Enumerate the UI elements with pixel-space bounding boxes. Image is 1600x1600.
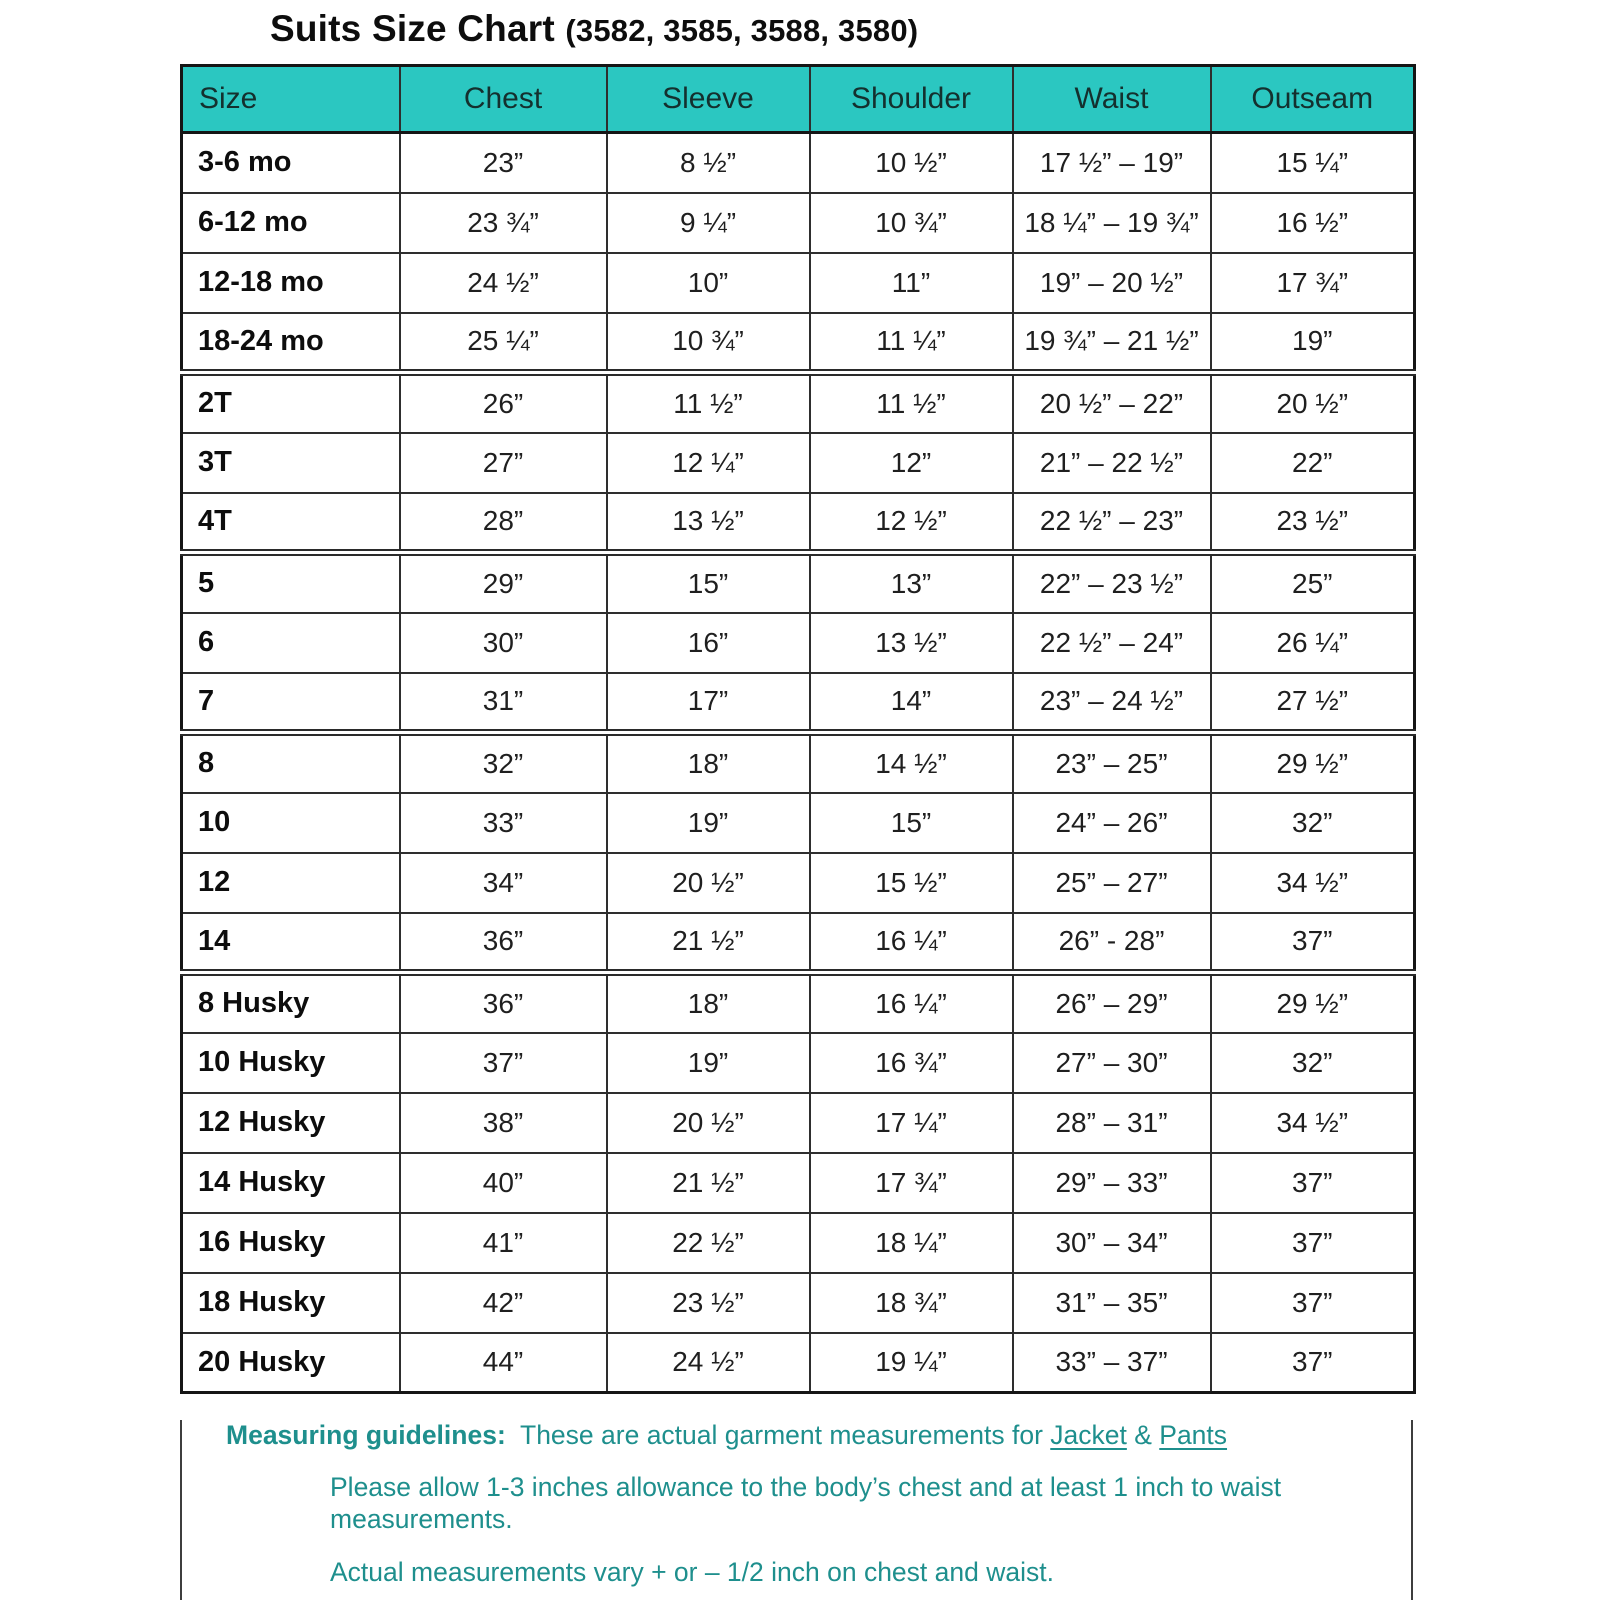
cell-sleeve: 20 ½” <box>607 1093 810 1153</box>
cell-waist: 24” – 26” <box>1013 793 1211 853</box>
cell-chest: 23” <box>400 133 607 193</box>
cell-sleeve: 8 ½” <box>607 133 810 193</box>
cell-outseam: 37” <box>1211 1213 1415 1273</box>
cell-shoulder: 15” <box>810 793 1013 853</box>
cell-outseam: 29 ½” <box>1211 973 1415 1033</box>
row-size-label: 10 <box>182 793 400 853</box>
table-row <box>182 1333 1415 1393</box>
cell-outseam: 37” <box>1211 913 1415 973</box>
row-size-label: 18-24 mo <box>182 313 400 373</box>
cell-outseam: 34 ½” <box>1211 853 1415 913</box>
cell-waist: 20 ½” – 22” <box>1013 373 1211 433</box>
guideline-line-1 <box>226 1420 1401 1452</box>
table-row <box>182 913 1415 973</box>
ampersand-text: & <box>1126 1420 1160 1450</box>
cell-sleeve: 17” <box>607 673 810 733</box>
cell-sleeve: 24 ½” <box>607 1333 810 1393</box>
cell-outseam: 27 ½” <box>1211 673 1415 733</box>
row-size-label: 6-12 mo <box>182 193 400 253</box>
table-row <box>182 613 1415 673</box>
row-size-label: 18 Husky <box>182 1273 400 1333</box>
cell-waist: 26” – 29” <box>1013 973 1211 1033</box>
page-title-style-numbers: (3582, 3585, 3588, 3580) <box>565 13 919 48</box>
cell-waist: 22” – 23 ½” <box>1013 553 1211 613</box>
row-size-label: 14 <box>182 913 400 973</box>
guidelines-label: Measuring guidelines: <box>226 1420 506 1450</box>
row-size-label: 12 Husky <box>182 1093 400 1153</box>
cell-shoulder: 14 ½” <box>810 733 1013 793</box>
cell-shoulder: 11 ½” <box>810 373 1013 433</box>
cell-shoulder: 14” <box>810 673 1013 733</box>
table-row <box>182 853 1415 913</box>
cell-shoulder: 16 ¾” <box>810 1033 1013 1093</box>
cell-outseam: 26 ¼” <box>1211 613 1415 673</box>
header-row <box>182 66 1415 133</box>
cell-outseam: 32” <box>1211 793 1415 853</box>
cell-waist: 29” – 33” <box>1013 1153 1211 1213</box>
cell-shoulder: 11 ¼” <box>810 313 1013 373</box>
row-size-label: 3T <box>182 433 400 493</box>
cell-sleeve: 10” <box>607 253 810 313</box>
row-size-label: 12-18 mo <box>182 253 400 313</box>
cell-waist: 18 ¼” – 19 ¾” <box>1013 193 1211 253</box>
cell-sleeve: 20 ½” <box>607 853 810 913</box>
cell-shoulder: 11” <box>810 253 1013 313</box>
cell-shoulder: 18 ¾” <box>810 1273 1013 1333</box>
cell-shoulder: 17 ¾” <box>810 1153 1013 1213</box>
page-title-main: Suits Size Chart <box>270 8 555 49</box>
table-row <box>182 1273 1415 1333</box>
cell-waist: 19 ¾” – 21 ½” <box>1013 313 1211 373</box>
column-header-size: Size <box>182 66 400 133</box>
cell-chest: 27” <box>400 433 607 493</box>
cell-chest: 33” <box>400 793 607 853</box>
cell-waist: 26” - 28” <box>1013 913 1211 973</box>
cell-waist: 22 ½” – 24” <box>1013 613 1211 673</box>
cell-outseam: 32” <box>1211 1033 1415 1093</box>
jacket-link[interactable]: Jacket <box>1050 1420 1127 1450</box>
cell-outseam: 25” <box>1211 553 1415 613</box>
cell-chest: 44” <box>400 1333 607 1393</box>
cell-chest: 36” <box>400 973 607 1033</box>
table-body <box>182 133 1415 1393</box>
row-size-label: 8 <box>182 733 400 793</box>
column-header-sleeve: Sleeve <box>607 66 810 133</box>
row-size-label: 5 <box>182 553 400 613</box>
table-row <box>182 193 1415 253</box>
cell-chest: 26” <box>400 373 607 433</box>
cell-sleeve: 15” <box>607 553 810 613</box>
cell-shoulder: 13 ½” <box>810 613 1013 673</box>
size-chart-table <box>180 64 1416 1394</box>
table-header <box>182 66 1415 133</box>
cell-sleeve: 19” <box>607 793 810 853</box>
cell-shoulder: 19 ¼” <box>810 1333 1013 1393</box>
cell-chest: 23 ¾” <box>400 193 607 253</box>
cell-sleeve: 10 ¾” <box>607 313 810 373</box>
row-size-label: 10 Husky <box>182 1033 400 1093</box>
row-size-label: 16 Husky <box>182 1213 400 1273</box>
cell-waist: 19” – 20 ½” <box>1013 253 1211 313</box>
table-row <box>182 373 1415 433</box>
cell-outseam: 16 ½” <box>1211 193 1415 253</box>
cell-waist: 31” – 35” <box>1013 1273 1211 1333</box>
table-row <box>182 793 1415 853</box>
cell-shoulder: 10 ¾” <box>810 193 1013 253</box>
cell-outseam: 29 ½” <box>1211 733 1415 793</box>
cell-chest: 24 ½” <box>400 253 607 313</box>
cell-chest: 36” <box>400 913 607 973</box>
row-size-label: 3-6 mo <box>182 133 400 193</box>
cell-sleeve: 18” <box>607 733 810 793</box>
row-size-label: 7 <box>182 673 400 733</box>
cell-chest: 29” <box>400 553 607 613</box>
column-header-shoulder: Shoulder <box>810 66 1013 133</box>
column-header-outseam: Outseam <box>1211 66 1415 133</box>
cell-chest: 31” <box>400 673 607 733</box>
table-row <box>182 553 1415 613</box>
table-row <box>182 1153 1415 1213</box>
cell-chest: 38” <box>400 1093 607 1153</box>
cell-sleeve: 23 ½” <box>607 1273 810 1333</box>
cell-sleeve: 21 ½” <box>607 1153 810 1213</box>
row-size-label: 12 <box>182 853 400 913</box>
cell-outseam: 34 ½” <box>1211 1093 1415 1153</box>
cell-waist: 17 ½” – 19” <box>1013 133 1211 193</box>
table-row <box>182 253 1415 313</box>
cell-shoulder: 18 ¼” <box>810 1213 1013 1273</box>
cell-outseam: 37” <box>1211 1273 1415 1333</box>
cell-shoulder: 16 ¼” <box>810 913 1013 973</box>
table-row <box>182 433 1415 493</box>
cell-chest: 30” <box>400 613 607 673</box>
cell-outseam: 20 ½” <box>1211 373 1415 433</box>
cell-chest: 34” <box>400 853 607 913</box>
table-row <box>182 1213 1415 1273</box>
cell-outseam: 15 ¼” <box>1211 133 1415 193</box>
guideline-line-1-text: These are actual garment measurements for <box>505 1420 1051 1450</box>
cell-shoulder: 12 ½” <box>810 493 1013 553</box>
column-header-chest: Chest <box>400 66 607 133</box>
cell-waist: 21” – 22 ½” <box>1013 433 1211 493</box>
column-header-waist: Waist <box>1013 66 1211 133</box>
cell-waist: 23” – 25” <box>1013 733 1211 793</box>
cell-outseam: 37” <box>1211 1153 1415 1213</box>
row-size-label: 4T <box>182 493 400 553</box>
cell-sleeve: 9 ¼” <box>607 193 810 253</box>
row-size-label: 14 Husky <box>182 1153 400 1213</box>
cell-chest: 37” <box>400 1033 607 1093</box>
cell-waist: 28” – 31” <box>1013 1093 1211 1153</box>
row-size-label: 6 <box>182 613 400 673</box>
page-title <box>270 8 1413 50</box>
guideline-line-3: Actual measurements vary + or – 1/2 inch on chest and waist. <box>330 1557 1054 1588</box>
row-size-label: 20 Husky <box>182 1333 400 1393</box>
guideline-line-2: Please allow 1-3 inches allowance to the body’s chest and at least 1 inch to waist measurements. <box>330 1471 1289 1534</box>
cell-chest: 32” <box>400 733 607 793</box>
cell-waist: 27” – 30” <box>1013 1033 1211 1093</box>
table-row <box>182 973 1415 1033</box>
cell-shoulder: 15 ½” <box>810 853 1013 913</box>
cell-outseam: 22” <box>1211 433 1415 493</box>
cell-chest: 28” <box>400 493 607 553</box>
cell-sleeve: 19” <box>607 1033 810 1093</box>
table-row <box>182 133 1415 193</box>
cell-sleeve: 12 ¼” <box>607 433 810 493</box>
table-row <box>182 1033 1415 1093</box>
cell-outseam: 19” <box>1211 313 1415 373</box>
cell-chest: 41” <box>400 1213 607 1273</box>
measuring-guidelines-box <box>180 1420 1413 1600</box>
cell-waist: 22 ½” – 23” <box>1013 493 1211 553</box>
cell-shoulder: 12” <box>810 433 1013 493</box>
row-size-label: 8 Husky <box>182 973 400 1033</box>
cell-shoulder: 13” <box>810 553 1013 613</box>
cell-sleeve: 11 ½” <box>607 373 810 433</box>
table-row <box>182 313 1415 373</box>
cell-waist: 30” – 34” <box>1013 1213 1211 1273</box>
cell-outseam: 23 ½” <box>1211 493 1415 553</box>
cell-sleeve: 22 ½” <box>607 1213 810 1273</box>
table-row <box>182 673 1415 733</box>
cell-waist: 25” – 27” <box>1013 853 1211 913</box>
cell-sleeve: 16” <box>607 613 810 673</box>
cell-shoulder: 10 ½” <box>810 133 1013 193</box>
cell-chest: 42” <box>400 1273 607 1333</box>
table-row <box>182 733 1415 793</box>
cell-sleeve: 18” <box>607 973 810 1033</box>
cell-waist: 23” – 24 ½” <box>1013 673 1211 733</box>
cell-waist: 33” – 37” <box>1013 1333 1211 1393</box>
row-size-label: 2T <box>182 373 400 433</box>
table-row <box>182 493 1415 553</box>
cell-sleeve: 13 ½” <box>607 493 810 553</box>
cell-outseam: 17 ¾” <box>1211 253 1415 313</box>
cell-sleeve: 21 ½” <box>607 913 810 973</box>
table-row <box>182 1093 1415 1153</box>
pants-link[interactable]: Pants <box>1159 1420 1228 1450</box>
cell-chest: 25 ¼” <box>400 313 607 373</box>
cell-chest: 40” <box>400 1153 607 1213</box>
cell-shoulder: 17 ¼” <box>810 1093 1013 1153</box>
cell-outseam: 37” <box>1211 1333 1415 1393</box>
cell-shoulder: 16 ¼” <box>810 973 1013 1033</box>
